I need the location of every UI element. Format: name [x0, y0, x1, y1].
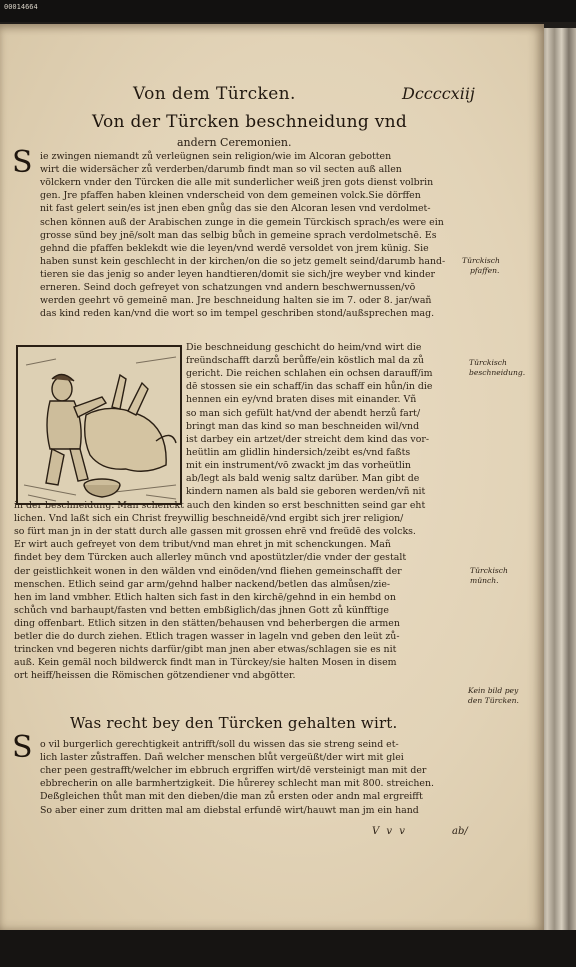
text-line: grosse sünd bey jnē/solt man das selbig bůch in gemeine sprach verdolmetschē. Es: [40, 229, 437, 241]
text-line: trincken vnd begeren nichts darfür/gibt man jnen aber etwas/schlagen sie es nit: [14, 644, 397, 656]
text-line: tieren sie das jenig so ander leyen handtieren/domit sie sich/jre weyber vnd kinder: [40, 268, 435, 280]
text-line: o vil burgerlich gerechtigkeit antrifft/soll du wissen das sie streng seind et-: [40, 739, 399, 750]
text-line: schůch vnd barhaupt/fasten vnd betten embßiglich/das jhnen Gott zů künfftige: [14, 604, 389, 616]
text-line: haben sunst kein geschlecht in der kirchen/on die so jetz gemelt seind/darumb hand-: [40, 255, 446, 267]
section-heading-2: Was recht bey den Türcken gehalten wirt.: [70, 714, 398, 732]
text-line: ebbrecherin on alle barmhertzigkeit. Die hůrerey schlecht man mit 800. streichen.: [40, 778, 434, 790]
text-line: lichen. Vnd laßt sich ein Christ freywillig beschneidē/vnd ergibt sich jrer religion/: [14, 513, 404, 525]
margin-note-2: Türckisch beschneidung.: [469, 358, 526, 377]
folio-number: Dccccxiij: [402, 84, 475, 103]
text-line: hen im land vmbher. Etlich halten sich fast in den kirchē/gehnd in ein hembd on: [14, 591, 396, 603]
text-line: ab/legt als bald wenig saltz darüber. Man gibt de: [186, 473, 420, 484]
scan-stamp: 00014664: [4, 3, 38, 11]
text-line: so fürt man jn in der statt durch alle gassen mit grossen ehrē vnd freüdē des volcks.: [14, 526, 416, 538]
text-line: kindern namen als bald sie geboren werden/vñ nit: [186, 486, 426, 498]
drop-capital: S: [12, 145, 33, 180]
text-line: der geistlichkeit wonen in den wälden vnd einöden/vnd fliehen gemeinschafft der: [14, 565, 402, 577]
catchword: ab/: [452, 826, 468, 837]
book-page-edges: [540, 28, 576, 933]
margin-note-4: Kein bild pey den Türcken.: [468, 686, 519, 705]
text-line: werden geehrt vō gemeinē man. Jre beschneidung halten sie im 7. oder 8. jar/wañ: [40, 295, 432, 307]
text-line: schen können auß der Arabischen zunge in die gemein Türckisch sprach/es were ein: [40, 216, 444, 228]
text-line: in der beschneidung. Man schenckt auch den kinden so erst beschnitten seind gar eht: [14, 500, 426, 511]
scanner-border-bottom: [0, 930, 576, 967]
signature-mark: V v v: [372, 826, 407, 837]
text-line: freündschafft darzů berůffe/ein köstlich mal da zů: [186, 355, 424, 367]
drop-capital-2: S: [12, 730, 33, 765]
running-head: Von dem Türcken.: [133, 84, 296, 104]
text-line: cher peen gestrafft/welcher im ebbruch ergriffen wirt/dē versteinigt man mit der: [40, 765, 427, 777]
text-line: hennen ein ey/vnd braten dises mit einander. Vñ: [186, 394, 417, 406]
text-line: So aber einer zum dritten mal am diebstal erfundē wirt/hauwt man jm ein hand: [40, 804, 419, 816]
text-line: erneren. Seind doch gefreyet von schatzungen vnd andern beschwernussen/vō: [40, 282, 416, 293]
text-line: Deßgleichen thůt man mit den dieben/die man zů ersten oder andn mal ergreifft: [40, 791, 423, 803]
text-line: nit fast gelert sein/es ist jnen eben gnůg das sie den Alcoran lesen vnd verdolmet-: [40, 203, 431, 215]
text-line: ding offenbart. Etlich sitzen in den stätten/behausen vnd beherbergen die armen: [14, 617, 400, 629]
text-line: menschen. Etlich seind gar arm/gehnd halber nackend/betlen das almůsen/zie-: [14, 578, 391, 590]
text-line: Er wirt auch gefreyet von dem tribut/vnd man ehret jn mit schenckungen. Mañ: [14, 539, 391, 551]
section-heading: Von der Türcken beschneidung vnd: [92, 112, 408, 132]
text-line: bringt man das kind so man beschneiden wil/vnd: [186, 420, 420, 432]
woodcut-circumcision-illustration: [16, 345, 182, 505]
section-heading-sub: andern Ceremonien.: [177, 136, 292, 149]
text-line: das kind reden kan/vnd die wort so im tempel geschriben stond/außsprechen mag.: [40, 308, 435, 320]
text-line: ie zwingen niemandt zů verleügnen sein religion/wie im Alcoran gebotten: [40, 151, 392, 162]
text-line: gericht. Die reichen schlahen ein ochsen darauff/im: [186, 368, 433, 380]
text-line: gehnd die pfaffen beklekdt wie die leyen/vnd werdē versoldet von jrem künig. Sie: [40, 242, 429, 254]
margin-note-3: Türckisch münch.: [470, 566, 508, 585]
text-line: findet bey dem Türcken auch allerley münch vnd apostützler/die vnder der gestalt: [14, 552, 407, 564]
text-line: ort heiff/heissen die Römischen götzendiener vnd abgötter.: [14, 670, 296, 682]
text-line: Die beschneidung geschicht do heim/vnd wirt die: [186, 342, 422, 353]
text-line: gen. Jre pfaffen haben kleinen vnderscheid von dem gemeinen volck.Sie dörffen: [40, 190, 421, 202]
text-line: mit ein instrument/vō zwackt jm das vorheütlin: [186, 459, 411, 471]
text-line: auß. Kein gemäl noch bildwerck findt man in Türckey/sie halten Mosen in disem: [14, 657, 397, 669]
scanner-border-top: [0, 0, 576, 22]
text-line: lich laster zůstraffen. Dañ welcher menschen blůt vergeüßt/der wirt mit glei: [40, 752, 404, 764]
text-line: so man sich gefült hat/vnd der abendt herzů fart/: [186, 407, 421, 419]
text-line: völckern vnder den Türcken die alle mit sunderlicher weiß jren gots dienst volbrin: [40, 177, 434, 189]
margin-note-1: Türckisch pfaffen.: [462, 256, 500, 275]
text-line: ist darbey ein artzet/der streicht dem kind das vor-: [186, 433, 430, 445]
text-line: dē stossen sie ein schaff/in das schaff ein hůn/in die: [186, 381, 433, 393]
text-line: betler die do durch ziehen. Etlich tragen wasser in lageln vnd geben den leüt zů-: [14, 631, 400, 642]
text-line: wirt die widersächer zů verderben/darumb findt man so vil secten auß allen: [40, 164, 402, 176]
text-line: heütlin am glidlin hindersich/zeibt es/vnd faßts: [186, 446, 411, 458]
